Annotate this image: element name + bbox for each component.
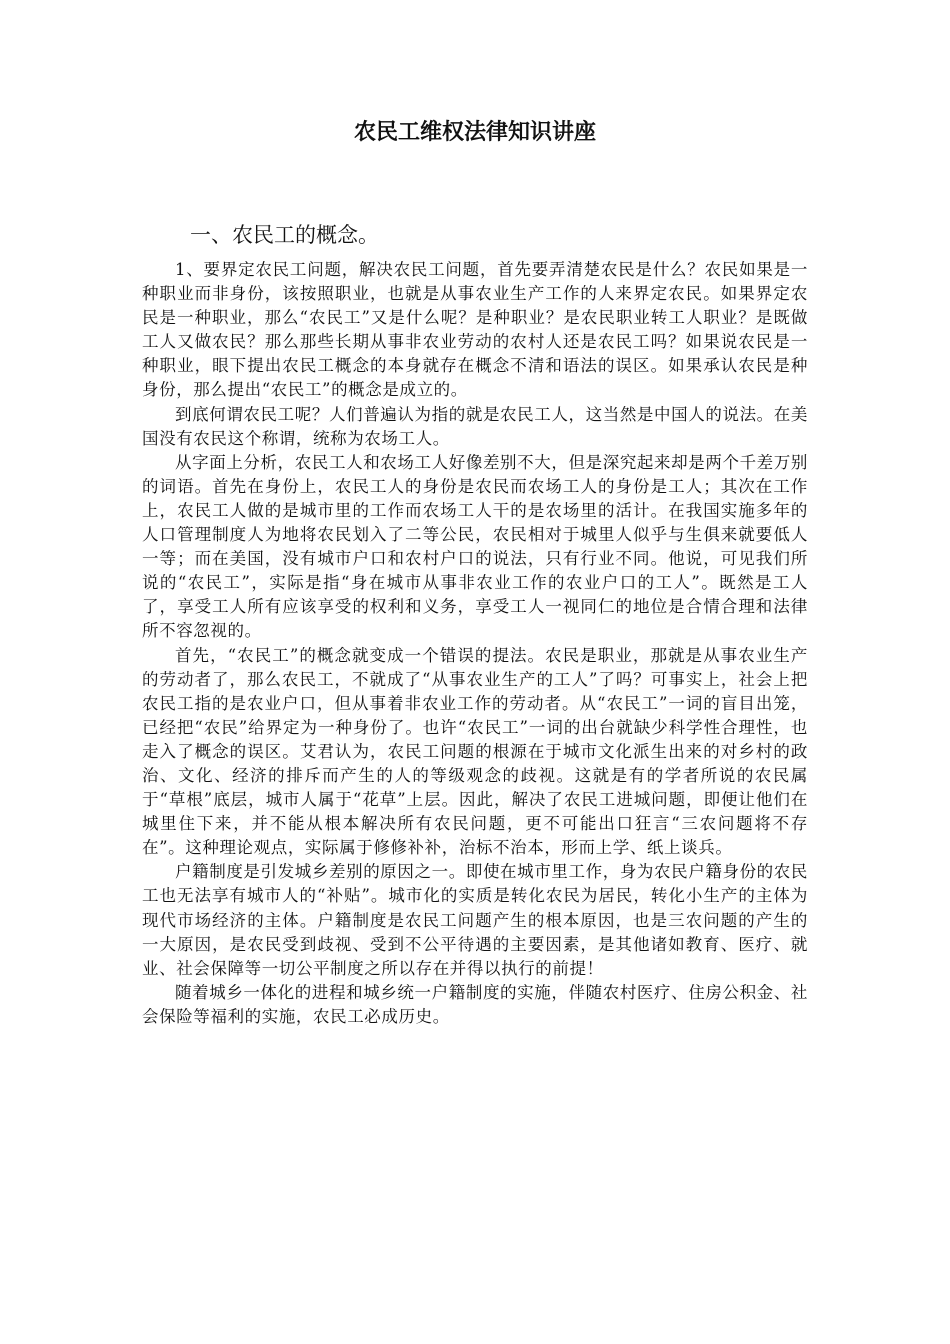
paragraph: 到底何谓农民工呢？人们普遍认为指的就是农民工人，这当然是中国人的说法。在美国没有农民这个称谓，统称为农场工人。 — [142, 404, 808, 448]
section-heading: 一、农民工的概念。 — [190, 223, 379, 247]
paragraph: 户籍制度是引发城乡差别的原因之一。即使在城市里工作，身为农民户籍身份的农民工也无法享有城市人的“补贴”。城市化的实质是转化农民为居民，转化小生产的主体为现代市场经济的主体。户籍制度是农民工问题产生的根本原因，也是三农问题的产生的一大原因，是农民受到歧视、受到不公平待遇的主要因素，是其他诸如教育、医疗、就业、社会保障等一切公平制度之所以存在并得以执行的前提！ — [142, 862, 808, 978]
paragraph: 随着城乡一体化的进程和城乡统一户籍制度的实施，伴随农村医疗、住房公积金、社会保险等福利的实施，农民工必成历史。 — [142, 982, 808, 1026]
paragraph: 首先，“农民工”的概念就变成一个错误的提法。农民是职业，那就是从事农业生产的劳动者了，那么农民工，不就成了“从事农业生产的工人”了吗？可事实上，社会上把农民工指的是农业户口，但从事着非农业工作的劳动者。从“农民工”一词的盲目出笼，已经把“农民”给界定为一种身份了。也许“农民工”一词的出台就缺少科学性合理性，也走入了概念的误区。艾君认为，农民工问题的根源在于城市文化派生出来的对乡村的政治、文化、经济的排斥而产生的人的等级观念的歧视。这就是有的学者所说的农民属于“草根”底层，城市人属于“花草”上层。因此，解决了农民工进城问题，即便让他们在城里住下来，并不能从根本解决所有农民问题，更不可能出口狂言“三农问题将不存在”。这种理论观点，实际属于修修补补，治标不治本，形而上学、纸上谈兵。 — [142, 645, 808, 858]
document-title: 农民工维权法律知识讲座 — [353, 120, 596, 145]
paragraph: 从字面上分析，农民工人和农场工人好像差别不大，但是深究起来却是两个千差万别的词语。首先在身份上，农民工人的身份是农民而农场工人的身份是工人；其次在工作上，农民工人做的是城市里的工作而农场工人干的是农场里的活计。在我国实施多年的人口管理制度人为地将农民划入了二等公民，农民相对于城里人似乎与生俱来就要低人一等；而在美国，没有城市户口和农村户口的说法，只有行业不同。他说，可见我们所说的“农民工”，实际是指“身在城市从事非农业工作的农业户口的工人”。既然是工人了，享受工人所有应该享受的权利和义务，享受工人一视同仁的地位是合情合理和法律所不容忽视的。 — [142, 452, 808, 641]
paragraph: 1、要界定农民工问题，解决农民工问题，首先要弄清楚农民是什么？农民如果是一种职业而非身份，该按照职业，也就是从事农业生产工作的人来界定农民。如果界定农民是一种职业，那么“农民工”又是什么呢？是种职业？是农民职业转工人职业？是既做工人又做农民？那么那些长期从事非农业劳动的农村人还是农民工吗？如果说农民是一种职业，眼下提出农民工概念的本身就存在概念不清和语法的误区。如果承认农民是种身份，那么提出“农民工”的概念是成立的。 — [142, 260, 808, 400]
document-body — [142, 258, 808, 1029]
